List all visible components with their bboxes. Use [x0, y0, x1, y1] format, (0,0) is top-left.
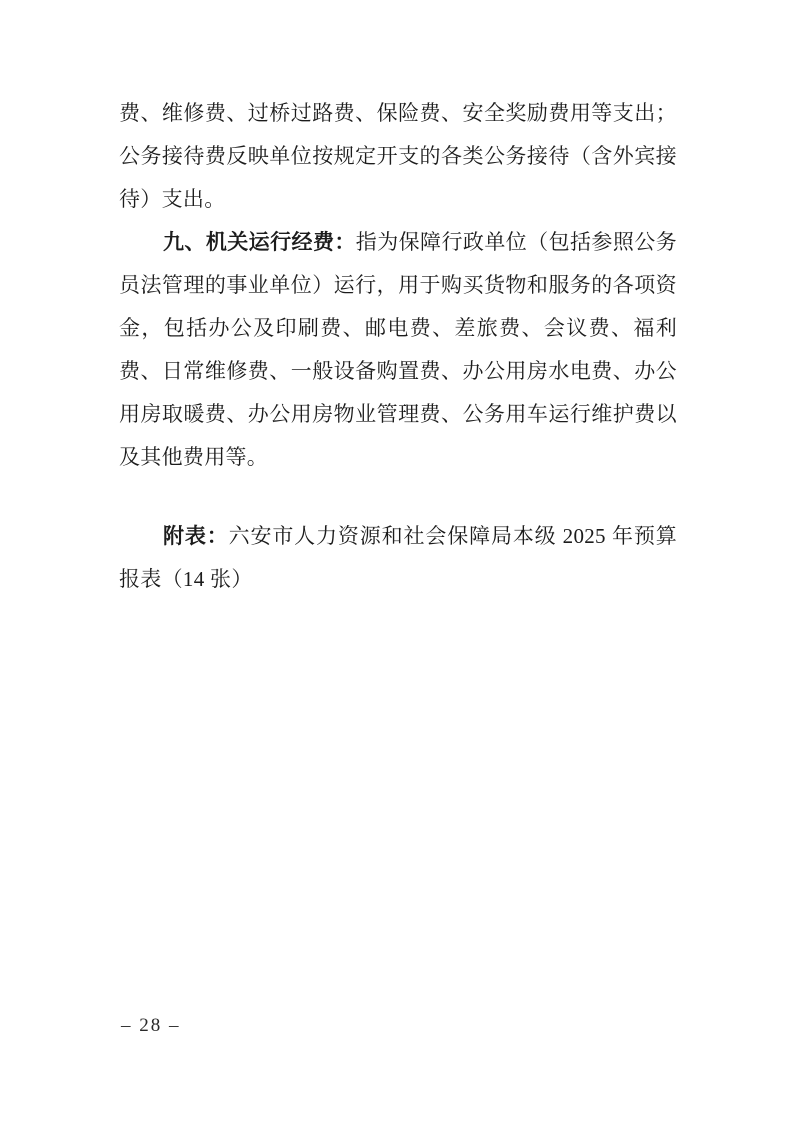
page-number: – 28 – — [121, 1015, 181, 1036]
attachment-label-bold: 附表： — [163, 525, 229, 548]
section-heading-bold: 九、机关运行经费： — [163, 231, 356, 254]
attachment-text: 六安市人力资源和社会保障局本级 2025 年预算报表（14 张） — [119, 524, 677, 591]
paragraph-text: 指为保障行政单位（包括参照公务员法管理的事业单位）运行，用于购买货物和服务的各项资金，包括办公及印刷费、邮电费、差旅费、会议费、福利费、日常维修费、一般设备购置费、办公用房水电费、办公用房取暖费、办公用房物业管理费、公务用车运行维护费以及其他费用等。 — [119, 230, 677, 469]
attachment-note — [119, 515, 677, 601]
paragraph-text: 费、维修费、过桥过路费、保险费、安全奖励费用等支出；公务接待费反映单位按规定开支的各类公务接待（含外宾接待）支出。 — [119, 101, 677, 211]
paragraph-continuation — [119, 92, 677, 221]
paragraph-section-nine — [119, 221, 677, 479]
document-body — [119, 92, 677, 601]
